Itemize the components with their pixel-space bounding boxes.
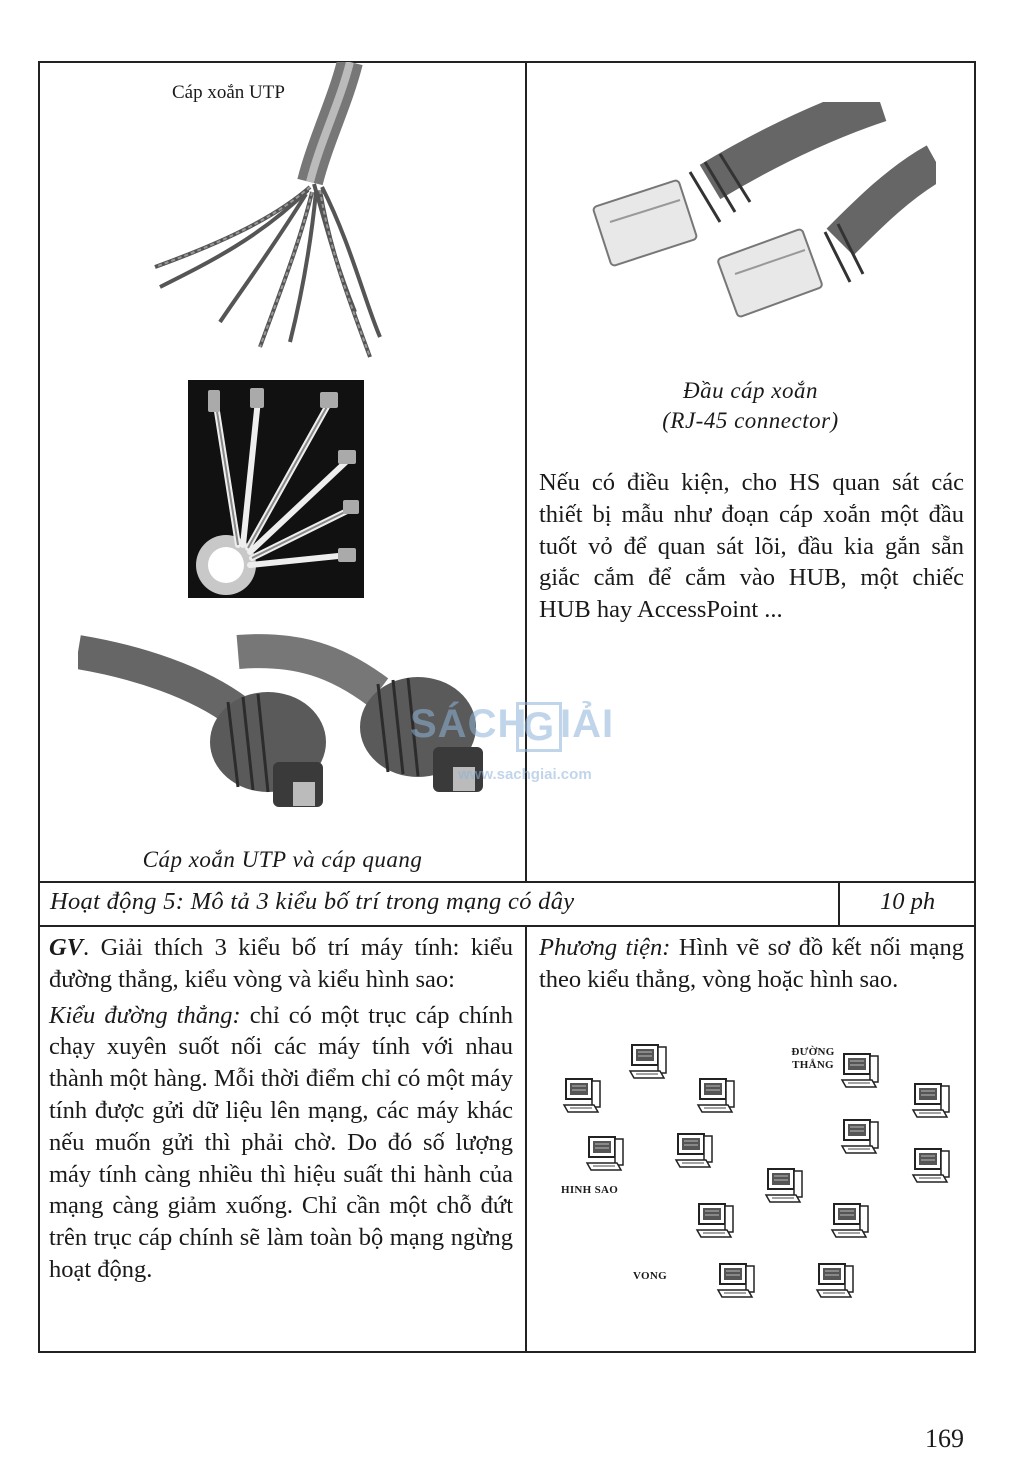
table-border-bottom: [38, 1351, 976, 1353]
watermark: [410, 690, 620, 790]
computer-icon: [674, 1132, 714, 1170]
linear-topology-text: [49, 1000, 513, 1286]
label-linear-line1: ĐƯỜNG: [791, 1046, 835, 1058]
explanation-block: [49, 932, 513, 1286]
computer-icon: [628, 1043, 668, 1081]
fiber-optic-photo: [188, 380, 364, 598]
means-description: Hình vẽ sơ đồ kết nối mạng theo kiểu thẳng, vòng hoặc hình sao.: [539, 934, 964, 993]
row-divider-2: [38, 925, 976, 927]
watermark-url: www.sachgiai.com: [458, 766, 592, 783]
activity-title: Hoạt động 5: Mô tả 3 kiểu bố trí trong mạng có dây: [50, 888, 575, 915]
row-divider-1: [38, 881, 976, 883]
label-linear-line2: THẲNG: [792, 1059, 834, 1071]
computer-icon: [830, 1202, 870, 1240]
means-label: Phương tiện:: [539, 934, 671, 961]
watermark-text-left: SÁCH: [410, 702, 528, 746]
gv-intro-text: . Giải thích 3 kiểu bố trí máy tính: kiểu đường thẳng, kiểu vòng và kiểu hình sao:: [49, 934, 513, 993]
utp-cable-photo: [150, 62, 410, 362]
linear-topology-body: chỉ có một trục cáp chính chạy xuyên suốt nối các máy tính với nhau thành một hàng. Mỗi thời điểm chỉ có một máy tính được gửi dữ liệu lên mạng, các máy khác nếu muốn gửi thì phải chờ. Do đó số lượng máy tính càng nhiều thì hiệu suất thi hành của mạng càng giảm xuống. Chỉ cần một chỗ đứt trên trục cáp chính sẽ làm toàn bộ mạng ngừng hoạt động.: [49, 1001, 513, 1283]
computer-icon: [815, 1262, 855, 1300]
equipment-paragraph: Nếu có điều kiện, cho HS quan sát các thiết bị mẫu như đoạn cáp xoắn một đầu tuốt vỏ để quan sát lõi, đầu kia gắn sẵn giắc cắm để cắm vào HUB, một chiếc HUB hay AccessPoint ...: [539, 469, 964, 624]
computer-icon: [696, 1077, 736, 1115]
means-text: [539, 932, 964, 996]
computer-icon: [695, 1202, 735, 1240]
computer-icon: [562, 1077, 602, 1115]
page-number: 169: [925, 1424, 964, 1453]
table-border-right: [974, 61, 976, 1352]
rj45-caption-line2: (RJ-45 connector): [662, 408, 839, 433]
computer-icon: [911, 1147, 951, 1185]
table-border-left: [38, 61, 40, 1352]
computer-icon: [716, 1262, 756, 1300]
rj45-connector-photo: [580, 102, 936, 328]
watermark-text-right: IẢI: [560, 702, 615, 746]
label-star: HINH SAO: [561, 1184, 619, 1196]
top-left-caption: Cáp xoắn UTP và cáp quang: [142, 847, 423, 872]
label-ring: VONG: [633, 1270, 667, 1282]
activity-time: 10 ph: [879, 888, 936, 915]
label-linear: [783, 1046, 843, 1072]
computer-icon: [764, 1167, 804, 1205]
computer-icon: [840, 1052, 880, 1090]
computer-icon: [911, 1082, 951, 1120]
linear-topology-term: Kiểu đường thẳng:: [49, 1001, 241, 1029]
computer-icon: [585, 1135, 625, 1173]
watermark-text-box: G: [516, 702, 562, 752]
computer-icon: [840, 1118, 880, 1156]
rj45-caption-line1: Đầu cáp xoắn: [682, 378, 819, 403]
gv-intro: [49, 932, 513, 996]
gv-label: GV: [49, 934, 84, 961]
utp-cable-label: Cáp xoắn UTP: [172, 82, 285, 103]
